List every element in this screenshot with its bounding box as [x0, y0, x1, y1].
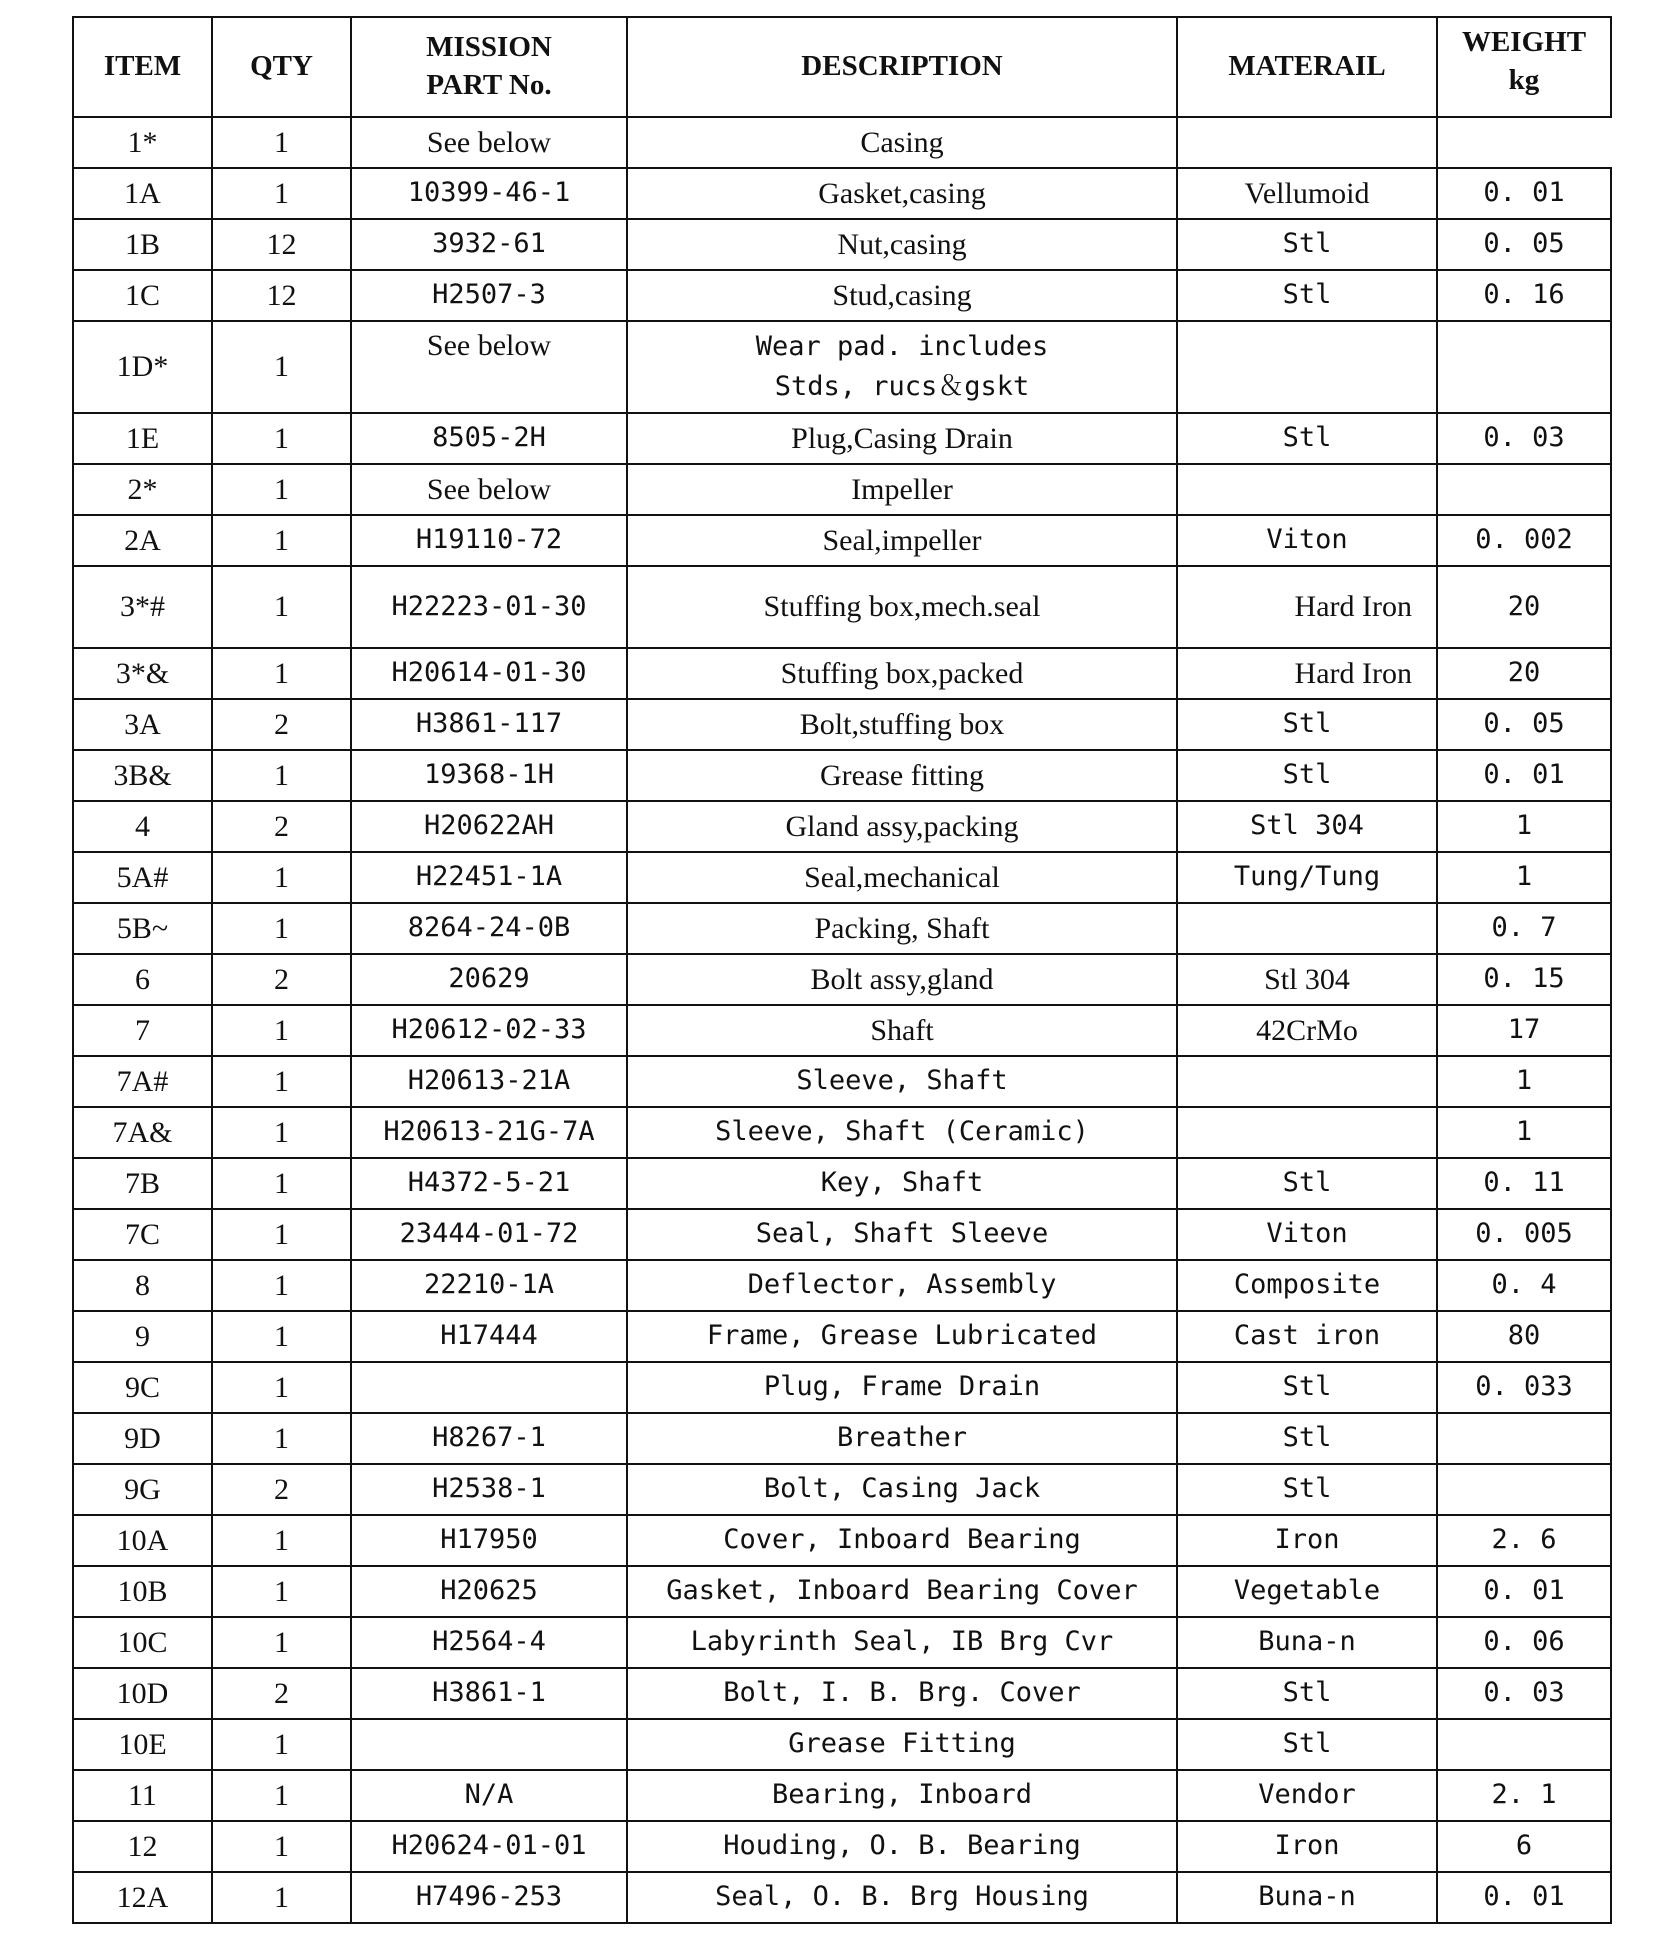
weight-cell: 0. 06: [1437, 1617, 1611, 1668]
description-cell: Impeller: [627, 464, 1177, 515]
part-number-cell: 20629: [351, 954, 627, 1005]
description-cell: Seal, O. B. Brg Housing: [627, 1872, 1177, 1923]
part-number-header: [351, 17, 627, 117]
description-cell: Nut,casing: [627, 219, 1177, 270]
table-row: [73, 270, 1611, 321]
qty-cell: 2: [212, 801, 351, 852]
qty-cell: 1: [212, 515, 351, 566]
part-number-cell: H20613-21A: [351, 1056, 627, 1107]
description-cell: Sleeve, Shaft (Ceramic): [627, 1107, 1177, 1158]
description-cell: Stud,casing: [627, 270, 1177, 321]
weight-cell: 2. 1: [1437, 1770, 1611, 1821]
table-row: [73, 1719, 1611, 1770]
item-cell: 3*#: [73, 566, 212, 648]
weight-cell: 0. 01: [1437, 750, 1611, 801]
part-number-cell: 19368-1H: [351, 750, 627, 801]
material-cell: Buna-n: [1177, 1872, 1437, 1923]
part-number-cell: H3861-1: [351, 1668, 627, 1719]
table-row: [73, 1056, 1611, 1107]
description-cell: Bolt,stuffing box: [627, 699, 1177, 750]
table-row: [73, 566, 1611, 648]
part-number-cell: H19110-72: [351, 515, 627, 566]
qty-header: QTY: [212, 17, 351, 117]
item-cell: 10D: [73, 1668, 212, 1719]
table-row: [73, 801, 1611, 852]
part-number-cell: 3932-61: [351, 219, 627, 270]
part-number-cell: H7496-253: [351, 1872, 627, 1923]
description-cell: Bolt assy,gland: [627, 954, 1177, 1005]
table-row: [73, 321, 1611, 413]
description-cell: Shaft: [627, 1005, 1177, 1056]
material-cell: Stl: [1177, 699, 1437, 750]
weight-cell: 20: [1437, 566, 1611, 648]
header-row: [73, 17, 1611, 117]
item-cell: 7C: [73, 1209, 212, 1260]
material-cell: Stl: [1177, 1464, 1437, 1515]
weight-cell: 0. 002: [1437, 515, 1611, 566]
item-cell: 9: [73, 1311, 212, 1362]
table-row: [73, 1311, 1611, 1362]
weight-cell: 0. 03: [1437, 413, 1611, 464]
part-number-cell: 8505-2H: [351, 413, 627, 464]
part-number-cell: H20622AH: [351, 801, 627, 852]
weight-cell: 0. 7: [1437, 903, 1611, 954]
qty-cell: 1: [212, 648, 351, 699]
item-cell: 7A&: [73, 1107, 212, 1158]
weight-cell: 0. 16: [1437, 270, 1611, 321]
item-cell: 1D*: [73, 321, 212, 413]
item-cell: 4: [73, 801, 212, 852]
part-number-cell: H2538-1: [351, 1464, 627, 1515]
table-row: [73, 1617, 1611, 1668]
weight-cell: 0. 11: [1437, 1158, 1611, 1209]
weight-cell: 1: [1437, 1056, 1611, 1107]
weight-cell: 1: [1437, 1107, 1611, 1158]
weight-cell: [1437, 1719, 1611, 1770]
weight-cell: 80: [1437, 1311, 1611, 1362]
table-row: [73, 852, 1611, 903]
part-number-cell: See below: [351, 464, 627, 515]
table-row: [73, 1566, 1611, 1617]
part-number-cell: H20614-01-30: [351, 648, 627, 699]
description-cell: Gland assy,packing: [627, 801, 1177, 852]
qty-cell: 1: [212, 1872, 351, 1923]
part-number-cell: 22210-1A: [351, 1260, 627, 1311]
description-cell: Seal,mechanical: [627, 852, 1177, 903]
description-cell: Casing: [627, 117, 1177, 168]
part-number-cell: H8267-1: [351, 1413, 627, 1464]
qty-cell: 1: [212, 413, 351, 464]
qty-cell: 1: [212, 1260, 351, 1311]
parts-list: [72, 16, 1612, 1924]
material-cell: Stl: [1177, 1158, 1437, 1209]
part-number-cell: H17444: [351, 1311, 627, 1362]
weight-cell: [1437, 464, 1611, 515]
material-cell: Vellumoid: [1177, 168, 1437, 219]
qty-cell: 1: [212, 852, 351, 903]
table-row: [73, 1005, 1611, 1056]
qty-cell: 1: [212, 1005, 351, 1056]
description-cell: Grease Fitting: [627, 1719, 1177, 1770]
table-row: [73, 219, 1611, 270]
description-cell: Houding, O. B. Bearing: [627, 1821, 1177, 1872]
weight-header-line1: WEIGHT: [1461, 26, 1587, 58]
qty-cell: 1: [212, 1617, 351, 1668]
part-number-cell: H20613-21G-7A: [351, 1107, 627, 1158]
material-cell: Viton: [1177, 515, 1437, 566]
qty-cell: 2: [212, 699, 351, 750]
material-cell: Composite: [1177, 1260, 1437, 1311]
description-cell: Seal, Shaft Sleeve: [627, 1209, 1177, 1260]
description-cell: Plug,Casing Drain: [627, 413, 1177, 464]
table-row: [73, 1515, 1611, 1566]
item-cell: 5B~: [73, 903, 212, 954]
material-cell: [1177, 903, 1437, 954]
item-cell: 5A#: [73, 852, 212, 903]
qty-cell: 1: [212, 1515, 351, 1566]
description-cell: Breather: [627, 1413, 1177, 1464]
qty-cell: 2: [212, 954, 351, 1005]
description-cell: Cover, Inboard Bearing: [627, 1515, 1177, 1566]
part-number-cell: H3861-117: [351, 699, 627, 750]
material-cell: [1177, 117, 1437, 168]
part-number-cell: 10399-46-1: [351, 168, 627, 219]
description-line2: Stds, rucs＆gskt: [774, 371, 1030, 402]
item-cell: 3*&: [73, 648, 212, 699]
item-cell: 7A#: [73, 1056, 212, 1107]
weight-cell: 2. 6: [1437, 1515, 1611, 1566]
qty-cell: 1: [212, 464, 351, 515]
weight-cell: 0. 01: [1437, 168, 1611, 219]
qty-cell: 1: [212, 1158, 351, 1209]
item-cell: 7B: [73, 1158, 212, 1209]
material-cell: Stl: [1177, 1362, 1437, 1413]
item-cell: 10C: [73, 1617, 212, 1668]
table-row: [73, 903, 1611, 954]
part-number-cell: H2564-4: [351, 1617, 627, 1668]
weight-cell: 17: [1437, 1005, 1611, 1056]
item-cell: 9G: [73, 1464, 212, 1515]
weight-header-line2: kg: [1508, 63, 1540, 96]
table-row: [73, 1362, 1611, 1413]
item-cell: 12: [73, 1821, 212, 1872]
material-cell: Hard Iron: [1177, 648, 1437, 699]
description-header: DESCRIPTION: [627, 17, 1177, 117]
table-row: [73, 750, 1611, 801]
qty-cell: 1: [212, 1566, 351, 1617]
material-cell: Hard Iron: [1177, 566, 1437, 648]
material-cell: [1177, 1107, 1437, 1158]
weight-cell: 0. 03: [1437, 1668, 1611, 1719]
weight-cell: 0. 01: [1437, 1566, 1611, 1617]
weight-cell: 1: [1437, 852, 1611, 903]
item-cell: 10B: [73, 1566, 212, 1617]
qty-cell: 1: [212, 1821, 351, 1872]
table-row: [73, 648, 1611, 699]
table-row: [73, 515, 1611, 566]
table-row: [73, 1209, 1611, 1260]
part-header-line1: MISSION: [426, 31, 552, 64]
item-cell: 8: [73, 1260, 212, 1311]
material-cell: Tung/Tung: [1177, 852, 1437, 903]
qty-cell: 12: [212, 270, 351, 321]
qty-cell: 1: [212, 1056, 351, 1107]
description-cell: Stuffing box,packed: [627, 648, 1177, 699]
item-cell: 1E: [73, 413, 212, 464]
material-header: MATERAIL: [1177, 17, 1437, 117]
item-cell: 9C: [73, 1362, 212, 1413]
part-number-cell: H4372-5-21: [351, 1158, 627, 1209]
description-cell: Frame, Grease Lubricated: [627, 1311, 1177, 1362]
item-cell: 10A: [73, 1515, 212, 1566]
table-row: [73, 1872, 1611, 1923]
material-cell: Stl: [1177, 1668, 1437, 1719]
weight-header: [1437, 17, 1611, 117]
description-cell: Packing, Shaft: [627, 903, 1177, 954]
weight-cell: 0. 05: [1437, 219, 1611, 270]
description-cell: Key, Shaft: [627, 1158, 1177, 1209]
description-cell: Bolt, I. B. Brg. Cover: [627, 1668, 1177, 1719]
qty-cell: 1: [212, 1770, 351, 1821]
item-header: ITEM: [73, 17, 212, 117]
description-cell: Gasket, Inboard Bearing Cover: [627, 1566, 1177, 1617]
description-cell: Stuffing box,mech.seal: [627, 566, 1177, 648]
part-number-cell: H22223-01-30: [351, 566, 627, 648]
part-number-cell: See below: [351, 117, 627, 168]
table-row: [73, 1770, 1611, 1821]
qty-cell: 2: [212, 1668, 351, 1719]
description-cell: Labyrinth Seal, IB Brg Cvr: [627, 1617, 1177, 1668]
material-cell: [1177, 321, 1437, 413]
material-cell: Stl: [1177, 750, 1437, 801]
table-row: [73, 1821, 1611, 1872]
table-row: [73, 117, 1611, 168]
item-cell: 7: [73, 1005, 212, 1056]
item-cell: 11: [73, 1770, 212, 1821]
part-number-cell: H20625: [351, 1566, 627, 1617]
table-row: [73, 413, 1611, 464]
material-cell: Iron: [1177, 1515, 1437, 1566]
description-cell: Sleeve, Shaft: [627, 1056, 1177, 1107]
qty-cell: 1: [212, 168, 351, 219]
material-cell: Vegetable: [1177, 1566, 1437, 1617]
weight-cell: [1437, 321, 1611, 413]
description-cell: Deflector, Assembly: [627, 1260, 1177, 1311]
item-cell: 10E: [73, 1719, 212, 1770]
table-row: [73, 1260, 1611, 1311]
weight-cell: 0. 4: [1437, 1260, 1611, 1311]
item-cell: 3B&: [73, 750, 212, 801]
item-cell: 1C: [73, 270, 212, 321]
qty-cell: 1: [212, 903, 351, 954]
material-cell: Stl: [1177, 270, 1437, 321]
weight-cell: 0. 005: [1437, 1209, 1611, 1260]
part-number-cell: 23444-01-72: [351, 1209, 627, 1260]
material-cell: 42CrMo: [1177, 1005, 1437, 1056]
table-row: [73, 1464, 1611, 1515]
part-number-cell: H17950: [351, 1515, 627, 1566]
table-row: [73, 1158, 1611, 1209]
item-cell: 1*: [73, 117, 212, 168]
qty-cell: 1: [212, 566, 351, 648]
item-cell: 6: [73, 954, 212, 1005]
weight-cell: 1: [1437, 801, 1611, 852]
weight-cell: [1437, 1413, 1611, 1464]
part-header-line2: PART No.: [426, 69, 552, 101]
description-line1: Wear pad. includes: [755, 330, 1049, 362]
description-cell: Bearing, Inboard: [627, 1770, 1177, 1821]
description-cell: Gasket,casing: [627, 168, 1177, 219]
material-cell: Buna-n: [1177, 1617, 1437, 1668]
material-cell: Stl: [1177, 1413, 1437, 1464]
material-cell: Stl: [1177, 219, 1437, 270]
material-cell: [1177, 1056, 1437, 1107]
part-number-cell: H22451-1A: [351, 852, 627, 903]
qty-cell: 12: [212, 219, 351, 270]
material-cell: Stl: [1177, 413, 1437, 464]
qty-cell: 1: [212, 321, 351, 413]
part-number-cell: H20624-01-01: [351, 1821, 627, 1872]
table-row: [73, 954, 1611, 1005]
item-cell: 12A: [73, 1872, 212, 1923]
weight-cell: 20: [1437, 648, 1611, 699]
part-number-cell: H2507-3: [351, 270, 627, 321]
description-cell: Bolt, Casing Jack: [627, 1464, 1177, 1515]
weight-cell: 0. 15: [1437, 954, 1611, 1005]
qty-cell: 1: [212, 1107, 351, 1158]
item-cell: 3A: [73, 699, 212, 750]
description-cell: Grease fitting: [627, 750, 1177, 801]
part-number-cell: [351, 1719, 627, 1770]
table-row: [73, 168, 1611, 219]
item-cell: 1B: [73, 219, 212, 270]
item-cell: 2A: [73, 515, 212, 566]
qty-cell: 1: [212, 750, 351, 801]
description-cell: Seal,impeller: [627, 515, 1177, 566]
qty-cell: 1: [212, 1362, 351, 1413]
part-number-cell: 8264-24-0B: [351, 903, 627, 954]
part-number-cell: H20612-02-33: [351, 1005, 627, 1056]
parts-table: [72, 16, 1612, 1924]
material-cell: Stl: [1177, 1719, 1437, 1770]
material-cell: Cast iron: [1177, 1311, 1437, 1362]
table-row: [73, 464, 1611, 515]
material-cell: Stl 304: [1177, 954, 1437, 1005]
qty-cell: 1: [212, 1311, 351, 1362]
weight-cell: 6: [1437, 1821, 1611, 1872]
qty-cell: 1: [212, 1719, 351, 1770]
description-cell: Plug, Frame Drain: [627, 1362, 1177, 1413]
material-cell: Viton: [1177, 1209, 1437, 1260]
item-cell: 9D: [73, 1413, 212, 1464]
qty-cell: 2: [212, 1464, 351, 1515]
table-row: [73, 699, 1611, 750]
qty-cell: 1: [212, 1413, 351, 1464]
description-cell: [627, 321, 1177, 413]
weight-cell: 0. 01: [1437, 1872, 1611, 1923]
table-row: [73, 1413, 1611, 1464]
weight-cell: [1437, 1464, 1611, 1515]
material-cell: [1177, 464, 1437, 515]
item-cell: 1A: [73, 168, 212, 219]
table-row: [73, 1107, 1611, 1158]
material-cell: Vendor: [1177, 1770, 1437, 1821]
material-cell: Iron: [1177, 1821, 1437, 1872]
part-number-cell: [351, 1362, 627, 1413]
item-cell: 2*: [73, 464, 212, 515]
qty-cell: 1: [212, 1209, 351, 1260]
weight-cell: 0. 05: [1437, 699, 1611, 750]
part-number-cell: N/A: [351, 1770, 627, 1821]
table-row: [73, 1668, 1611, 1719]
qty-cell: 1: [212, 117, 351, 168]
weight-cell: 0. 033: [1437, 1362, 1611, 1413]
part-number-cell: See below: [351, 321, 627, 413]
material-cell: Stl 304: [1177, 801, 1437, 852]
